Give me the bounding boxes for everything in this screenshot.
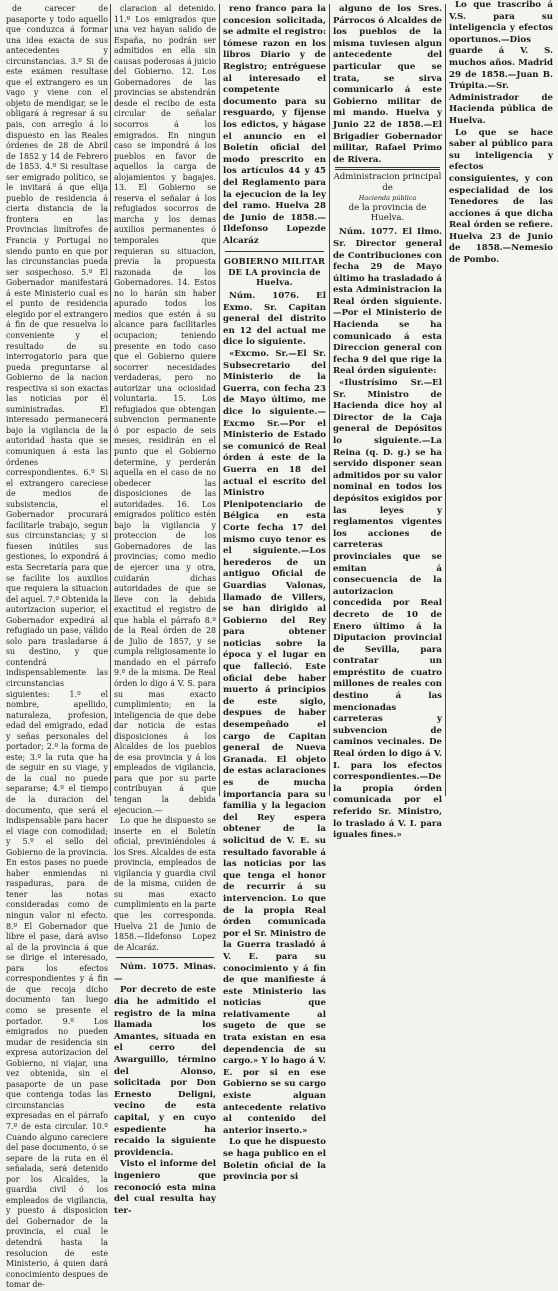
num-1076-text: Núm. 1076. El Exmo. Sr. Capitan general del distrito en 12 del actual me dice lo siguiente.: [223, 291, 326, 348]
column-rule: [110, 4, 111, 796]
num-1076-body: «Excmo. Sr.—El Sr. Subsecretario del Ministerio de la Guerra, con fecha 23 de Mayo último, me dice lo siguiente.—Excmo Sr.—Por el Ministerio de Estado se comunicó de Real órden á este de la Guerra en 18 del actual el escrito del Ministro Plenipotenciario de Bélgica en esta Corte fecha 17 del mismo cuyo tenor es el siguiente.—Los herederos de un antiguo Oficial de Guardias Valonas, llamado de Villers, se han dirigido al Gobierno del Rey para obtener noticias sobre la época y el lugar en que falleció. Este oficial debe haber muerto á principios de este siglo, despues de haber desempeñado el cargo de Capitan general de Nueva Granada. El objeto de estas aclaraciones es de mucha importancia para su familia y la legacion del Rey espera obtener de la solicitud de V. E. su resultado favorable á las noticias por las que tenga el honor de recurrir á su intervencion. Lo que de la propia Real órden comunicada por el Sr. Ministro de la Guerra trasladó á V. E. para su conocimiento y á fin de que manifieste á este Ministerio las noticias que relativamente al sugeto de que se trata existan en esa dependencia de su cargo.» Y lo hago á V. E. por si en ese Gobierno se su cargo existe alguan antecedente relativo al contenido del anterior inserto.»: [223, 349, 326, 1136]
administracion-title: Administracion principal de: [333, 172, 442, 193]
column-rule: [329, 4, 330, 796]
separator: [225, 251, 324, 252]
num-1077-text: Núm. 1077. El Ilmo. Sr. Director general de Contribuciones con fecha 29 de Mayo último ha trasladado á esta Administracion la Real órden siguiente.—Por el Ministerio de Hacienda se ha comunicado á esta Direccion general con fecha 9 del que rige la Real órden siguiente:: [333, 227, 442, 377]
column-3-text: reno franco para la concesion solicitada, se admite el registro: tómese razon en los libros Diario y de Registro; entréguese al interesado el competente documento para su resguardo, y fíjense los edictos, y hágase el anuncio en el Boletín oficial del modo prescrito en los artículos 44 y 45 del Reglamento para la ejecucion de la ley del ramo. Huelva 28 de Junio de 1858.—Ildefonso Lopezde Alcaráz: [223, 4, 326, 246]
column-2: [114, 4, 216, 1216]
administracion-heading: [333, 172, 442, 223]
num-1075-title: Núm. 1075. Minas.—: [114, 962, 216, 984]
num-1075-text-2: Visto el informe del ingeniero que reconoció esta mina del cual resulta hay ter-: [114, 1159, 216, 1216]
column-3: [223, 4, 326, 1183]
num-1077-body: «Ilustrísimo Sr.—El Sr. Ministro de Hacienda dice hoy al Director de la Caja general de Depósitos lo siguiente.—La Reina (q. D. g.) se ha servido disponer sean admitidos por su valor nominal en todos los depósitos exigidos por las leyes y reglamentos vigentes los acciones de carreteras provinciales que se emitan á consecuencia de la autorizacion concedida por Real decreto de 10 de Enero último á la Diputacion provincial de Sevilla, para contratar un empréstito de cuatro millones de reales con destino á las mencionadas carreteras y subvencion de caminos vecinales. De Real órden lo digo á V. I. para los efectos correspondientes.—De la propia órden comunicada por el referido Sr. Ministro, lo traslado á V. I. para iguales fines.»: [333, 378, 442, 841]
num-1076-body-2: Lo que he dispuesto se haga publico en el Boletín oficial de la provincia por si: [223, 1137, 326, 1183]
column-4: [333, 4, 442, 841]
column-1-text: de carecer de pasaporte y todo aquello que conduzca á formar una idea exacta de sus antecedentes y circunstancias. 3.º Si de este exámen resultase que el extrangero es un vago y viene con el objeto de mendigar, se le obligará á regresar á su pais, con arreglo á lo dispuesto en las Reales órdenes de 28 de Abril de 1852 y 14 de Febrero de 1853. 4.º Si resultase ser emigrado político, se le invitará á que elija pueblo de residencia á cierta distancia de la frontera en las Provincias limítrofes de Francia y Portugal no siendo punto en que por las circunstancias pueda ser sospechoso. 5.º El Gobernador manifestará á este Ministerio cual es el punto de residencia elegido por el extrangero á fin de que resuelva lo conveniente y el resultado de su interrogatorio para que pueda preguntarse al Gobierno de la nacion respectiva si son exactas las noticias por él suministradas. El interesado permanecerá bajo la vigilancia de la autoridad hasta que se comuniquen á esta las órdenes correspondientes. 6.º Si el extrangero careciese de medios de subsistencia, el Gobernador procurará facilitarle trabajo, segun sus circunstancias; y si fuesen inútiles sus gestiones, lo expondrá á esta Secretaría para que se facilite los auxilios que requiera la situacion del aquel. 7.º Obtenida la autorizacion superior, el Gobernador expedirá al refugiado un pase, válido solo para trasladarse á su destino, y que contendrá indispensablemente las circunstancias siguientes: 1.º el nombre, apellido, naturaleza, profesion, edad del emigrado, edad y señas personales del portador; 2.º la forma de este; 3.º la ruta que ha de seguir en su viage, y de la cual no puede separarse; 4.º el tiempo de la duracion del documento, que será el indispensable para hacer el viage con comodidad; y 5.º el sello del Gobierno de la provincia. En estos pases no puede haber enmiendas ni raspaduras, para de tener las notas consideradas como de ningun valor ni efecto. 8.º El Gobernador que libre el pase, dará aviso al de la provincia á que se dirige el interesado, para los efectos correspondientes y á fin de que recoja dicho documento tan luego como se presente el portador. 9.º Los emigrados no pueden mudar de residencia sin expresa autorizacion del Gobierno, ni viajar, una vez obtenida, sin el pasaporte de un pase que contenga todas las circunstancias expresadas en el párrafo 7.º de esta circular. 10.º Cuando algunо careciere del pase documento, ó se separe de la ruta en él señalada, será detenido por los Alcaldes, la guardia civil ó los empleados de vigilancia, y puesto á disposicion del Gobernador de la provincia, el cual le detendrá hasta la resolucion de este Ministerio, á quien dará conocimiento despues de tomar de-: [6, 4, 109, 1290]
separator: [335, 169, 440, 170]
column-rule: [445, 4, 446, 796]
column-4-text: alguno de los Sres. Párrocos ó Alcaldes de los pueblos de la misma tuviesen algun antecedente del particular que se trata, se sirva comunicarlo á este Gobierno militar de mi mando. Huelva y Junio 22 de 1858.—El Brigadier Gobernador militar, Rafael Primo de Rivera.: [333, 4, 442, 165]
column-5: [449, 0, 553, 796]
administracion-title-2: de la provincia de Huelva.: [348, 202, 427, 224]
column-5-body: Lo que se hace saber al público para su inteligencia y efectos consiguientes, y con especialidad de los Tenedores de las acciones á que dicha Real órden se refiere. Huelva 23 de Junio de 1858.—Nemesio de Pombo.: [449, 127, 553, 266]
column-5-text: Lo que trascribo á V.S. para su inteligencia y efectos oportunos.—Dios guarde á V. S. muchos años. Madrid 29 de 1858.—Juan B. Trúpita.—Sr. Administrador de Hacienda pública de Huelva.: [449, 0, 553, 126]
column-rule: [219, 4, 220, 796]
column-2-text-2: Lo que he dispuesto se inserte en el Boletín oficial, previniéndoles á los Sres. Alcaldes de esta provincia, empleados de vigilancia y guardia civil de la misma, cuiden de su mas exacto cumplimiento en la parte que les corresponda. Huelva 21 de Junio de 1858.—Ildefonso Lopez de Alcaráz.: [114, 816, 216, 952]
separator: [116, 957, 214, 958]
column-2-text: claracion al detenido. 11.º Los emigrados que una vez hayan salido de España, no podrán ser admitidos en ella sin causas poderosas á juicio del Gobierno. 12. Los Gobernadores de las provincias se abstendrán desde el recibo de esta circular de señalar socorros á los emigrados. En ningun caso se impondrá á los pueblos en favor de aquellos la carga de alojamientos y bagajes. 13. El Gobierno se reserva el señalar á los refugiados socorros de marcha y los demas auxilios permanentes ó temporales que requieran su situacion, previa la propuesta razonada de los Gobernadores. 14. Estos no lo harán sin haber apurado todos los medios que estén á su alcance para facilitarles ocupacion; teniendo presente en todo caso que el Gobierno quiere socorrer necesidades verdaderas, pero no autorizar una ociosidad voluntaria. 15. Los refugiados que obtengan subvencion permanente ó por espacio de seis meses, residirán en el punto que el Gobierno determine, y perderán aquella en el caso de no obedecer las disposiciones de las autoridades. 16. Los emigrados político estén bajo la vigilancia y proteccion de los Gobernadores de las provincias; como medio de ejercer una y otra, cuidarán dichas autoridades de que se lleve con la debida exactitud el registro de que habla el párrafo 8.º de la Real órden de 28 de Julio de 1857, y se cumpla religiosamente lo mandado en el párrafo 9.º de la misma. De Real órden lo digo á V. S. para su mas exacto cumplimiento; en la inteligencia de que debe dar noticia de estas disposiciones á los Alcaldes de los pueblos de esa provincia y á los empleados de vigilancia, para que por su parte contribuyan á que tengan la debida ejecucion.—: [114, 4, 216, 815]
gobierno-militar-heading: GOBIERNO MILITAR DE LA provincia de Huelva.: [223, 256, 326, 287]
column-1: [6, 4, 109, 1290]
separator: [335, 167, 440, 168]
num-1075-text: Por decreto de este dia he admitido el registro de la mina llamada los Amantes, situada en el cerro del Awarguillo, término del Alonso, solicitada por Don Ernesto Deligni, vecino de esta capital, y en cuyo espediente ha recaido la siguiente providencia.: [114, 985, 216, 1158]
administracion-subtitle: Hacienda pública: [358, 193, 417, 202]
